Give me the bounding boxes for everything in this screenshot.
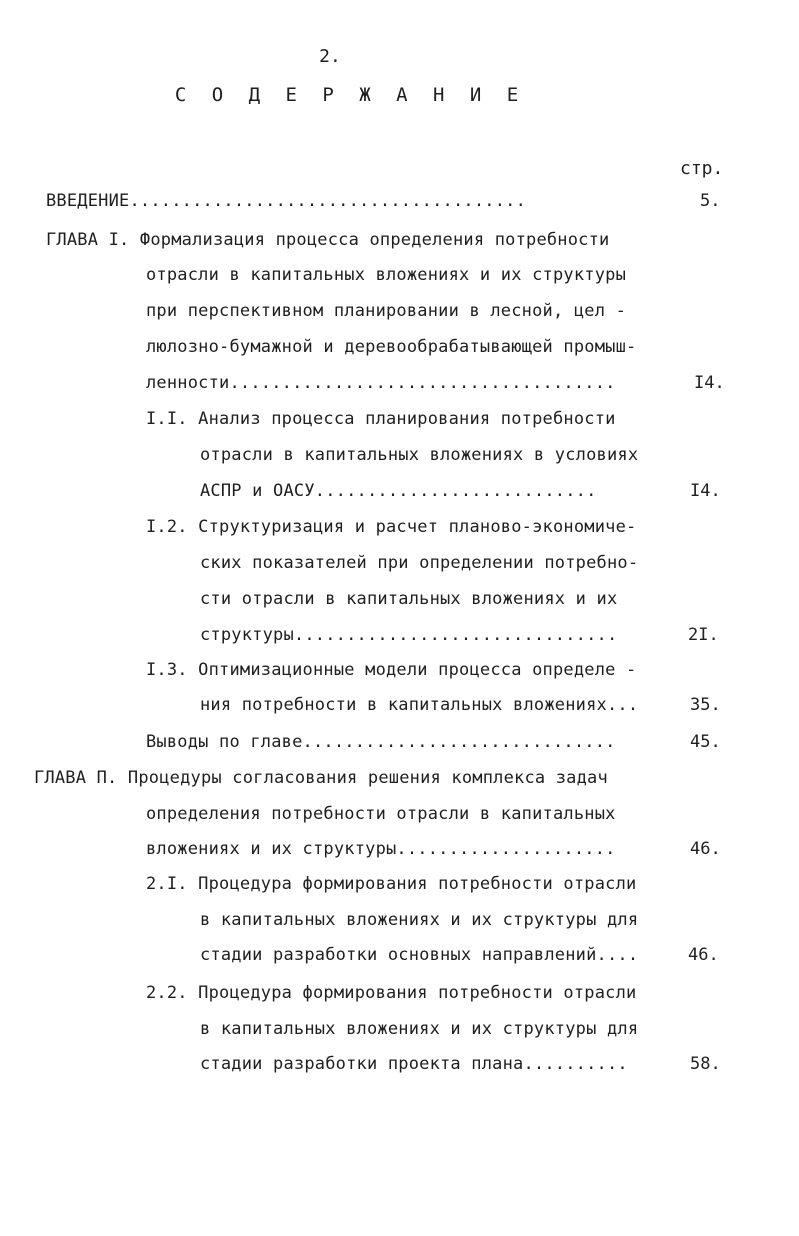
toc-entry-text: ленности.....................................: [146, 373, 616, 393]
toc-entry-text: Выводы по главе..............................: [146, 732, 616, 752]
toc-entry-text: АСПР и ОАСУ...........................: [200, 481, 597, 501]
toc-entry-page: 46.: [690, 839, 721, 859]
toc-entry-text: при перспективном планировании в лесной, цел -: [146, 301, 627, 321]
toc-title: С О Д Е Р Ж А Н И Е: [174, 84, 526, 106]
toc-entry-page: I4.: [690, 481, 721, 501]
toc-entry-page: I4.: [694, 373, 725, 393]
toc-entry-text: вложениях и их структуры.....................: [146, 839, 616, 859]
toc-entry-page: 45.: [690, 732, 721, 752]
toc-entry-page: 58.: [690, 1054, 721, 1074]
toc-entry-text: ГЛАВА I. Формализация процесса определения потребности: [46, 230, 610, 250]
toc-entry-text: стадии разработки проекта плана..........: [200, 1054, 628, 1074]
toc-entry-page: 5.: [700, 191, 721, 211]
toc-entry-page: 2I.: [688, 625, 719, 645]
toc-entry-text: ГЛАВА П. Процедуры согласования решения комплекса задач: [34, 768, 608, 788]
toc-entry-text: ВВЕДЕНИЕ......................................: [46, 191, 527, 211]
toc-entry-text: сти отрасли в капитальных вложениях и их: [200, 589, 618, 609]
toc-entry-text: люлозно-бумажной и деревообрабатывающей промыш-: [146, 337, 637, 357]
toc-entry-text: структуры...............................: [200, 625, 618, 645]
toc-entry-text: стадии разработки основных направлений....: [200, 945, 639, 965]
toc-entry-text: 2.I. Процедура формирования потребности отрасли: [146, 874, 637, 894]
toc-entry-text: в капитальных вложениях и их структуры для: [200, 910, 639, 930]
toc-entry-text: I.I. Анализ процесса планирования потребности: [146, 409, 616, 429]
toc-entry-page: 46.: [688, 945, 719, 965]
toc-entry-text: отрасли в капитальных вложениях в условиях: [200, 445, 639, 465]
toc-entry-text: ния потребности в капитальных вложениях...: [200, 695, 639, 715]
toc-entry-text: 2.2. Процедура формирования потребности отрасли: [146, 983, 637, 1003]
toc-entry-text: в капитальных вложениях и их структуры для: [200, 1019, 639, 1039]
toc-entry-page: 35.: [690, 695, 721, 715]
toc-entry-text: определения потребности отрасли в капитальных: [146, 804, 616, 824]
page-column-label: стр.: [680, 158, 724, 179]
toc-entry-text: ских показателей при определении потребно-: [200, 553, 639, 573]
toc-entry-text: отрасли в капитальных вложениях и их структуры: [146, 265, 627, 285]
toc-entry-text: I.2. Структуризация и расчет планово-экономиче-: [146, 517, 637, 537]
toc-entry-text: I.3. Оптимизационные модели процесса определе -: [146, 660, 637, 680]
page-number: 2.: [319, 46, 341, 67]
